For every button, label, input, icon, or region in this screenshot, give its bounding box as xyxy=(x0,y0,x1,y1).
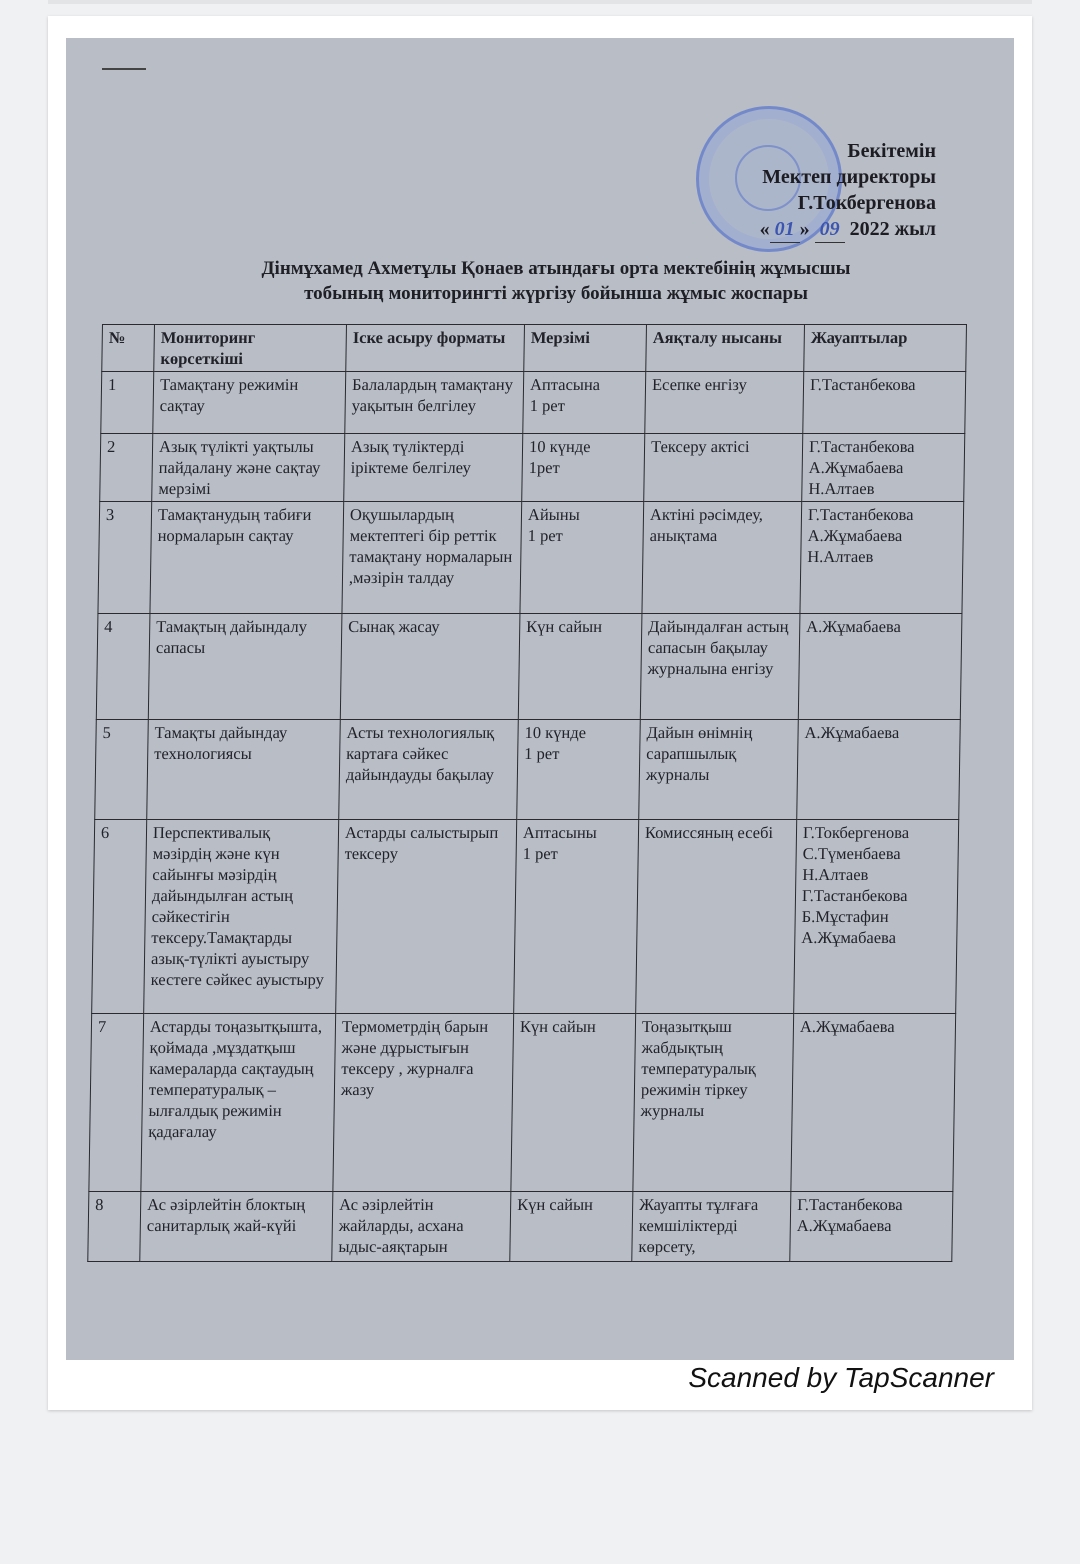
row-responsible-line: Г.Тастанбекова xyxy=(801,886,908,905)
row-format: Балалардың тамақтану уақытын белгілеу xyxy=(345,372,524,434)
row-number: 5 xyxy=(95,720,149,820)
row-responsible xyxy=(794,820,959,1014)
row-term xyxy=(511,1014,636,1192)
row-format: Астарды салыстырып тексеру xyxy=(336,820,517,1014)
row-term-line: 1 рет xyxy=(522,844,559,863)
row-responsible-line: А.Жұмабаева xyxy=(804,723,900,742)
row-indicator: Перспективалық мәзірдің және күн сайынғы мәзірдің дайындылған астың сәйкестігін тексеру.Тамақтарды азық-түлікті ауыстыру кестеге сәйкес ауыстыру xyxy=(144,820,339,1014)
table-header-row xyxy=(102,325,967,372)
row-responsible-line: А.Жұмабаева xyxy=(806,617,902,636)
row-responsible xyxy=(797,720,961,820)
table-row xyxy=(100,434,965,502)
row-number: 6 xyxy=(92,820,147,1014)
approval-block xyxy=(760,138,936,243)
row-indicator: Ас әзірлейтін блоктың санитарлық жай-күйі xyxy=(140,1192,333,1262)
row-responsible-line: А.Жұмабаева xyxy=(807,526,903,545)
approval-date-month: 09 xyxy=(815,216,845,243)
table-row xyxy=(96,614,962,720)
row-completion: Актіні рәсімдеу, анықтама xyxy=(642,502,802,614)
row-completion: Дайын өнімнің сарапшылық журналы xyxy=(639,720,799,820)
row-responsible-line: Н.Алтаев xyxy=(802,865,869,884)
row-responsible-line: С.Түменбаева xyxy=(802,844,901,863)
row-responsible-line: Г.Тастанбекова xyxy=(809,375,916,394)
row-indicator: Тамақты дайындау технологиясы xyxy=(147,720,341,820)
approval-date-day: 01 xyxy=(770,216,800,243)
header-completion: Аяқталу нысаны xyxy=(646,325,805,372)
row-responsible xyxy=(800,502,964,614)
row-responsible xyxy=(790,1192,953,1262)
row-responsible-line: Н.Алтаев xyxy=(808,479,875,498)
approval-signatory: Г.Токбергенова xyxy=(797,192,936,214)
row-term-line: 10 күнде xyxy=(524,723,587,742)
scanner-watermark: Scanned by TapScanner xyxy=(688,1362,994,1393)
approval-date: « 01 » 09 2022 жыл xyxy=(760,216,936,243)
row-term-line: Айыны xyxy=(527,505,580,524)
row-responsible xyxy=(802,434,965,502)
row-indicator: Тамақтану режимін сақтау xyxy=(153,372,346,434)
row-term xyxy=(522,434,645,502)
scanned-document xyxy=(66,38,1014,1360)
row-term-line: Күн сайын xyxy=(517,1195,594,1214)
row-term-line: Аптасына xyxy=(529,375,601,394)
approval-date-year: 2022 жыл xyxy=(849,218,936,240)
row-term-line: 1 рет xyxy=(527,526,563,545)
row-responsible-line: А.Жұмабаева xyxy=(808,458,904,477)
row-completion: Есепке енгізу xyxy=(645,372,804,434)
row-indicator: Тамақтың дайындалу сапасы xyxy=(148,614,342,720)
table-row xyxy=(88,1192,953,1262)
row-number: 4 xyxy=(96,614,150,720)
row-number: 3 xyxy=(98,502,152,614)
row-term xyxy=(510,1192,633,1262)
row-term xyxy=(517,720,641,820)
row-indicator: Тамақтанудың табиғи нормаларын сақтау xyxy=(150,502,344,614)
row-format: Термометрдің барын және дұрыстығын тексеру , журналға жазу xyxy=(333,1014,514,1192)
row-responsible-line: Б.Мұстафин xyxy=(801,907,889,926)
row-number: 1 xyxy=(101,372,154,434)
row-completion: Дайындалған астың сапасын бақылау журналына енгізу xyxy=(640,614,800,720)
row-number: 8 xyxy=(88,1192,141,1262)
row-format: Азық түліктерді іріктеме белгілеу xyxy=(344,434,523,502)
table-row xyxy=(101,372,966,434)
corner-mark xyxy=(102,68,146,70)
row-term-line: 10 күнде xyxy=(528,437,591,456)
header-number: № xyxy=(102,325,155,372)
row-term xyxy=(523,372,646,434)
row-responsible-line: Г.Тастанбекова xyxy=(797,1195,903,1214)
document-title xyxy=(186,256,926,306)
row-term xyxy=(514,820,639,1014)
row-responsible-line: Г.Тастанбекова xyxy=(807,505,914,524)
approval-position: Мектеп директоры xyxy=(762,166,936,188)
row-responsible xyxy=(803,372,966,434)
row-responsible-line: Г.Тастанбекова xyxy=(808,437,915,456)
row-term-line: 1рет xyxy=(528,458,560,477)
row-completion: Комиссяның есебі xyxy=(636,820,797,1014)
row-term-line: Аптасыны xyxy=(522,823,597,842)
row-indicator: Азық түлікті уақтылы пайдалану және сақтау мерзімі xyxy=(152,434,345,502)
row-format: Сынақ жасау xyxy=(340,614,520,720)
row-format: Оқушылардың мектептегі бір реттік тамақтану нормаларын ,мәзірін талдау xyxy=(342,502,522,614)
row-completion: Жауапты тұлғаға кемшіліктерді көрсету, xyxy=(632,1192,791,1262)
table-row xyxy=(89,1014,956,1192)
row-term-line: 1 рет xyxy=(524,744,560,763)
row-completion: Тексеру актісі xyxy=(644,434,803,502)
table-row xyxy=(98,502,964,614)
monitoring-plan-table xyxy=(87,324,967,1262)
row-responsible-line: Н.Алтаев xyxy=(807,547,874,566)
header-term: Мерзімі xyxy=(524,325,647,372)
row-term xyxy=(518,614,642,720)
row-term xyxy=(520,502,644,614)
row-responsible-line: А.Жұмабаева xyxy=(801,928,897,947)
top-rule xyxy=(48,0,1032,4)
row-responsible-line: А.Жұмабаева xyxy=(796,1216,892,1235)
row-responsible xyxy=(791,1014,956,1192)
row-number: 2 xyxy=(100,434,153,502)
row-term-line: 1 рет xyxy=(529,396,566,415)
row-responsible-line: А.Жұмабаева xyxy=(799,1017,895,1036)
row-format: Ас әзірлейтін жайларды, асхана ыдыс-аяқтарын xyxy=(332,1192,511,1262)
table-body xyxy=(88,372,966,1262)
row-responsible xyxy=(798,614,962,720)
approval-heading: Бекітемін xyxy=(847,140,936,162)
row-indicator: Астарды тоңазытқышта, қоймада ,мұздатқыш камераларда сақтаудың температуралық – ылғалдық режимін қадағалау xyxy=(141,1014,336,1192)
row-term-line: Күн сайын xyxy=(526,617,603,636)
header-responsible: Жауаптылар xyxy=(804,325,967,372)
row-number: 7 xyxy=(89,1014,144,1192)
row-completion: Тоңазытқыш жабдықтың температуралық режимін тіркеу журналы xyxy=(633,1014,794,1192)
header-indicator: Мониторинг көрсеткіші xyxy=(154,325,347,372)
document-title-line-2: тобының мониторингті жүргізу бойынша жұмыс жоспары xyxy=(304,283,808,304)
row-term-line: Күн сайын xyxy=(519,1017,596,1036)
row-format: Асты технологиялық картаға сәйкес дайындауды бақылау xyxy=(339,720,519,820)
row-responsible-line: Г.Токбергенова xyxy=(802,823,910,842)
table-row xyxy=(95,720,961,820)
table-row xyxy=(92,820,959,1014)
header-format: Іске асыру форматы xyxy=(346,325,525,372)
document-title-line-1: Дінмұхамед Ахметұлы Қонаев атындағы орта мектебінің жұмысшы xyxy=(261,258,851,279)
